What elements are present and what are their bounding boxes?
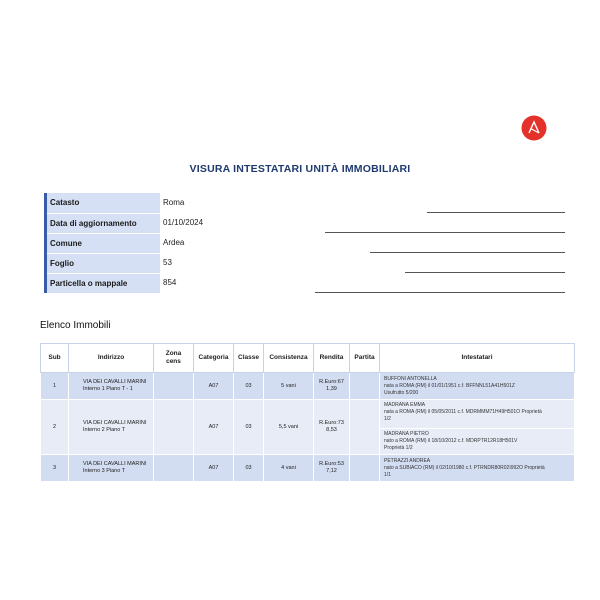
info-row-catasto — [47, 193, 565, 213]
cell-zona — [154, 455, 194, 482]
col-header-categoria: Categoria — [194, 344, 234, 373]
owner-entry — [384, 400, 572, 425]
col-header-indirizzo: Indirizzo — [69, 344, 154, 373]
col-header-zona: Zona cens — [154, 344, 194, 373]
rendita-line: R.Euro:67 — [319, 379, 344, 385]
info-label: Catasto — [47, 193, 160, 213]
cell-classe: 03 — [234, 455, 264, 482]
cell-owners — [380, 373, 575, 400]
rendita-line: R.Euro:73 — [319, 420, 344, 426]
cell-categoria: A07 — [194, 373, 234, 400]
info-label: Data di aggiornamento — [47, 213, 160, 233]
cell-address — [69, 400, 154, 455]
owner-entry — [384, 429, 572, 454]
col-header-sub: Sub — [41, 344, 69, 373]
owner-detail: nata a ROMA (RM) il 01/01/1951 c.f. BFFNNL51A41H501Z — [384, 382, 515, 389]
info-value-text: 01/10/2024 — [163, 218, 204, 227]
address-line: VIA DEI CAVALLI MARINI — [83, 379, 147, 385]
owner-right: Usufrutto 5/200 — [384, 389, 419, 396]
cell-sub: 3 — [41, 455, 69, 482]
cell-classe: 03 — [234, 373, 264, 400]
property-info-box — [44, 193, 565, 293]
info-row-comune — [47, 233, 565, 253]
owner-right: 1/1 — [384, 471, 391, 478]
col-header-classe: Classe — [234, 344, 264, 373]
owner-name: PETRAZZI ANDREA — [384, 457, 431, 464]
info-value — [160, 193, 565, 213]
col-header-consistenza: Consistenza — [264, 344, 314, 373]
owner-name: MADRANA PIETRO — [384, 431, 429, 437]
info-row-aggiornamento — [47, 213, 565, 233]
rendita-line: R.Euro:53 — [319, 461, 344, 467]
cell-consistenza: 5,5 vani — [264, 400, 314, 455]
table-row — [41, 373, 575, 400]
owner-name: BUFFONI ANTONELLA — [384, 375, 437, 382]
col-header-rendita: Rendita — [314, 344, 350, 373]
address-line: VIA DEI CAVALLI MARINI — [83, 420, 147, 426]
cell-partita — [350, 373, 380, 400]
table-row — [41, 455, 575, 482]
info-value-text: 854 — [163, 278, 177, 287]
info-value — [160, 233, 565, 253]
info-row-particella — [47, 273, 565, 293]
owner-entry — [384, 456, 572, 481]
info-row-foglio — [47, 253, 565, 273]
cell-zona — [154, 373, 194, 400]
rendita-line: 7,12 — [326, 468, 337, 474]
logo-icon — [521, 115, 547, 141]
owner-right: Proprietà 1/2 — [384, 445, 413, 451]
section-title: Elenco Immobili — [40, 320, 111, 331]
cell-owners — [380, 400, 575, 455]
cell-address — [69, 455, 154, 482]
info-label: Particella o mappale — [47, 273, 160, 293]
rendita-line: 8,53 — [326, 427, 337, 433]
info-value — [160, 253, 565, 273]
col-header-intestatari: Intestatari — [380, 344, 575, 373]
cell-consistenza: 4 vani — [264, 455, 314, 482]
table-row — [41, 400, 575, 455]
owner-detail: nata a ROMA (RM) il 05/05/2011 c.f. MDRMMM71H49H501O Proprietà — [384, 409, 542, 415]
owner-right: 1/2 — [384, 416, 391, 422]
cell-partita — [350, 400, 380, 455]
owner-detail: nato a SUBIACO (RM) il 02/10/1980 c.f. PTRNDR80R02I992O Proprietà — [384, 464, 545, 471]
address-line: VIA DEI CAVALLI MARINI — [83, 461, 147, 467]
page-title: VISURA INTESTATARI UNITÀ IMMOBILIARI — [189, 163, 411, 175]
cell-classe: 03 — [234, 400, 264, 455]
info-value-text: Roma — [163, 198, 185, 207]
rendita-line: 1,39 — [326, 386, 337, 392]
owner-name: MADRANA EMMA — [384, 402, 426, 408]
properties-table — [40, 343, 575, 482]
address-line: Interno 1 Piano T - 1 — [83, 386, 133, 392]
owner-entry — [384, 374, 572, 399]
cell-owners — [380, 455, 575, 482]
cell-sub: 1 — [41, 373, 69, 400]
cell-rendita — [314, 400, 350, 455]
info-label: Comune — [47, 233, 160, 253]
cell-consistenza: 5 vani — [264, 373, 314, 400]
info-label: Foglio — [47, 253, 160, 273]
table-header-row — [41, 344, 575, 373]
info-value-text: 53 — [163, 258, 172, 267]
address-line: Interno 2 Piano T — [83, 427, 126, 433]
cell-categoria: A07 — [194, 455, 234, 482]
info-value-text: Ardea — [163, 238, 185, 247]
info-value — [160, 213, 565, 233]
cell-sub: 2 — [41, 400, 69, 455]
cell-zona — [154, 400, 194, 455]
cell-address — [69, 373, 154, 400]
address-line: Interno 3 Piano T — [83, 468, 126, 474]
col-header-partita: Partita — [350, 344, 380, 373]
cell-rendita — [314, 373, 350, 400]
cell-rendita — [314, 455, 350, 482]
owner-detail: nato a ROMA (RM) il 18/10/2012 c.f. MDRPTR12R18H501V — [384, 438, 518, 444]
cell-partita — [350, 455, 380, 482]
cell-categoria: A07 — [194, 400, 234, 455]
info-value — [160, 273, 565, 293]
